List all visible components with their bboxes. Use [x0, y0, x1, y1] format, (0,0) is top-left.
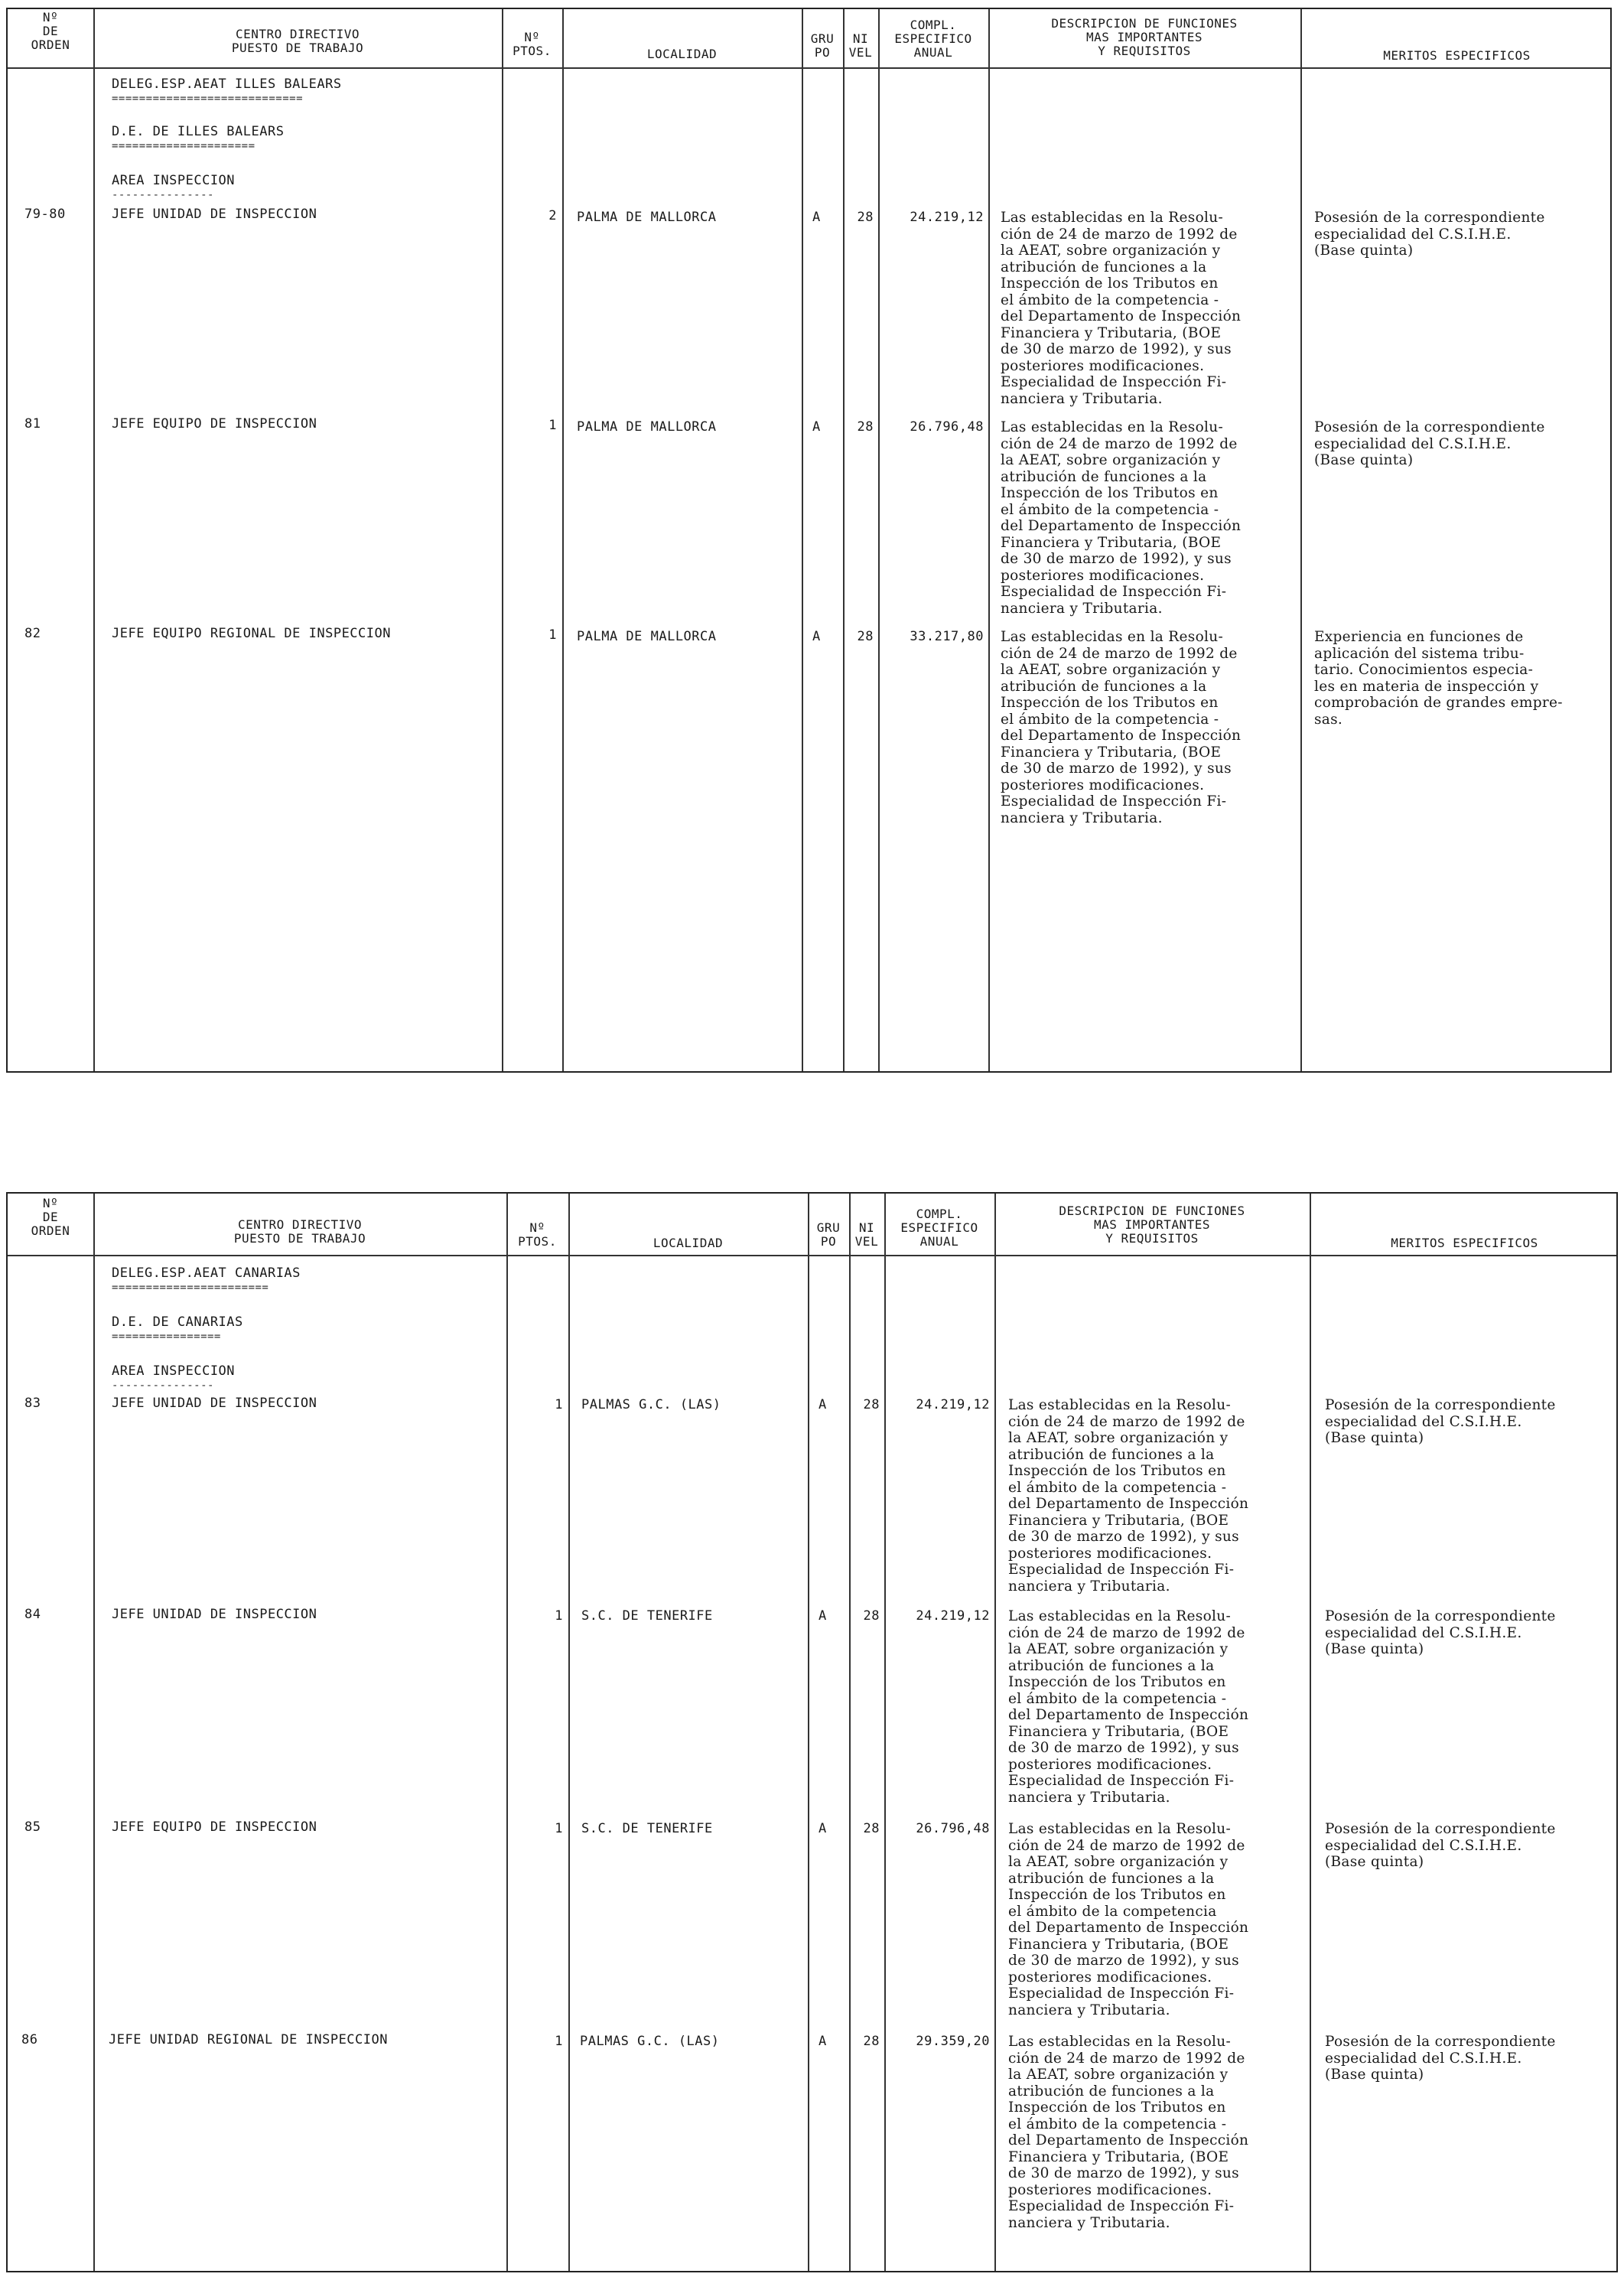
puesto-cell: JEFE UNIDAD REGIONAL DE INSPECCION [109, 2032, 388, 2047]
grupo-cell: A [819, 1397, 827, 1412]
grupo-cell: A [819, 1608, 827, 1624]
descripcion-cell: Las establecidas en la Resolu- ción de 24 de marzo de 1992 de la AEAT, sobre organización y atribución de funciones a la Inspección de los Tributos en el ámbito de la competencia - del Departamento de Inspección Financiera y Tributaria, (BOE de 30 de marzo de 1992), y sus posteriores modificaciones. Especialidad de Inspección Fi- nanciera y Tributaria. [1001, 419, 1242, 617]
compl-cell: 24.219,12 [916, 1397, 990, 1412]
orden-cell: 83 [24, 1396, 41, 1411]
orden-cell: 82 [24, 626, 41, 641]
orden-cell: 79-80 [24, 207, 66, 222]
header-descripcion: DESCRIPCION DE FUNCIONES MAS IMPORTANTES Y REQUISITOS [1051, 16, 1238, 58]
orden-cell: 86 [21, 2032, 38, 2047]
area-label: AREA INSPECCION [112, 173, 236, 188]
delegacion-rule: ============================ [112, 93, 304, 105]
meritos-cell: Posesión de la correspondiente especialidad del C.S.I.H.E. (Base quinta) [1325, 1608, 1556, 1657]
localidad-cell: PALMA DE MALLORCA [577, 210, 717, 225]
localidad-cell: S.C. DE TENERIFE [581, 1608, 713, 1624]
ptos-cell: 1 [555, 1397, 563, 1412]
header-centro: CENTRO DIRECTIVO PUESTO DE TRABAJO [231, 27, 364, 55]
meritos-cell: Posesión de la correspondiente especialidad del C.S.I.H.E. (Base quinta) [1325, 1397, 1556, 1446]
localidad-cell: PALMAS G.C. (LAS) [580, 2034, 720, 2049]
area-label: AREA INSPECCION [112, 1363, 236, 1379]
header-ptos: Nº PTOS. [518, 1220, 557, 1249]
header-meritos: MERITOS ESPECIFICOS [1383, 48, 1531, 63]
compl-cell: 29.359,20 [916, 2034, 990, 2049]
header-descripcion: DESCRIPCION DE FUNCIONES MAS IMPORTANTES Y REQUISITOS [1059, 1204, 1245, 1246]
meritos-cell: Posesión de la correspondiente especialidad del C.S.I.H.E. (Base quinta) [1314, 210, 1545, 259]
delegacion-label: DELEG.ESP.AEAT CANARIAS [112, 1266, 301, 1281]
orden-cell: 85 [24, 1819, 41, 1835]
descripcion-cell: Las establecidas en la Resolu- ción de 24 de marzo de 1992 de la AEAT, sobre organización y atribución de funciones a la Inspección de los Tributos en el ámbito de la competencia - del Departamento de Inspección Financiera y Tributaria, (BOE de 30 de marzo de 1992), y sus posteriores modificaciones. Especialidad de Inspección Fi- nanciera y Tributaria. [1001, 629, 1242, 826]
compl-cell: 33.217,80 [910, 629, 984, 644]
header-nivel: NI VEL [848, 31, 873, 60]
dependencia-rule: ===================== [112, 140, 255, 152]
grupo-cell: A [812, 629, 821, 644]
nivel-cell: 28 [863, 2034, 880, 2049]
nivel-cell: 28 [857, 629, 874, 644]
orden-cell: 81 [24, 416, 41, 432]
compl-cell: 26.796,48 [916, 1821, 990, 1836]
puesto-cell: JEFE EQUIPO REGIONAL DE INSPECCION [112, 626, 391, 641]
dependencia-label: D.E. DE CANARIAS [112, 1314, 243, 1330]
table-illes-balears [6, 8, 1612, 1073]
delegacion-rule: ======================= [112, 1282, 269, 1294]
header-localidad: LOCALIDAD [653, 1236, 724, 1250]
grupo-cell: A [812, 419, 821, 435]
compl-cell: 24.219,12 [910, 210, 984, 225]
header-nivel: NI VEL [854, 1220, 879, 1249]
descripcion-cell: Las establecidas en la Resolu- ción de 24 de marzo de 1992 de la AEAT, sobre organización y atribución de funciones a la Inspección de los Tributos en el ámbito de la competencia - del Departamento de Inspección Financiera y Tributaria, (BOE de 30 de marzo de 1992), y sus posteriores modificaciones. Especialidad de Inspección Fi- nanciera y Tributaria. [1008, 2034, 1249, 2231]
compl-cell: 24.219,12 [916, 1608, 990, 1624]
puesto-cell: JEFE UNIDAD DE INSPECCION [112, 207, 317, 222]
descripcion-cell: Las establecidas en la Resolu- ción de 24 de marzo de 1992 de la AEAT, sobre organización y atribución de funciones a la Inspección de los Tributos en el ámbito de la competencia - del Departamento de Inspección Financiera y Tributaria, (BOE de 30 de marzo de 1992), y sus posteriores modificaciones. Especialidad de Inspección Fi- nanciera y Tributaria. [1008, 1397, 1249, 1595]
header-orden: Nº DE ORDEN [31, 10, 70, 52]
localidad-cell: PALMAS G.C. (LAS) [581, 1397, 721, 1412]
puesto-cell: JEFE EQUIPO DE INSPECCION [112, 416, 317, 432]
descripcion-cell: Las establecidas en la Resolu- ción de 24 de marzo de 1992 de la AEAT, sobre organización y atribución de funciones a la Inspección de los Tributos en el ámbito de la competencia - del Departamento de Inspección Financiera y Tributaria, (BOE de 30 de marzo de 1992), y sus posteriores modificaciones. Especialidad de Inspección Fi- nanciera y Tributaria. [1001, 210, 1242, 407]
nivel-cell: 28 [863, 1821, 880, 1836]
nivel-cell: 28 [863, 1397, 880, 1412]
ptos-cell: 1 [555, 1821, 563, 1836]
meritos-cell: Posesión de la correspondiente especialidad del C.S.I.H.E. (Base quinta) [1314, 419, 1545, 468]
nivel-cell: 28 [857, 210, 874, 225]
header-ptos: Nº PTOS. [513, 30, 552, 58]
ptos-cell: 1 [555, 1608, 563, 1624]
delegacion-label: DELEG.ESP.AEAT ILLES BALEARS [112, 77, 342, 92]
ptos-cell: 1 [555, 2034, 563, 2049]
ptos-cell: 1 [548, 418, 557, 433]
orden-cell: 84 [24, 1607, 41, 1622]
localidad-cell: S.C. DE TENERIFE [581, 1821, 713, 1836]
header-meritos: MERITOS ESPECIFICOS [1391, 1236, 1538, 1250]
header-compl: COMPL. ESPECIFICO ANUAL [894, 18, 972, 60]
meritos-cell: Posesión de la correspondiente especialidad del C.S.I.H.E. (Base quinta) [1325, 1821, 1556, 1870]
compl-cell: 26.796,48 [910, 419, 984, 435]
header-centro: CENTRO DIRECTIVO PUESTO DE TRABAJO [233, 1217, 366, 1246]
header-localidad: LOCALIDAD [646, 47, 718, 61]
localidad-cell: PALMA DE MALLORCA [577, 629, 717, 644]
grupo-cell: A [819, 2034, 827, 2049]
descripcion-cell: Las establecidas en la Resolu- ción de 24 de marzo de 1992 de la AEAT, sobre organización y atribución de funciones a la Inspección de los Tributos en el ámbito de la competencia - del Departamento de Inspección Financiera y Tributaria, (BOE de 30 de marzo de 1992), y sus posteriores modificaciones. Especialidad de Inspección Fi- nanciera y Tributaria. [1008, 1608, 1249, 1806]
header-compl: COMPL. ESPECIFICO ANUAL [900, 1207, 978, 1249]
grupo-cell: A [812, 210, 821, 225]
header-grupo: GRU PO [816, 1220, 841, 1249]
table-canarias [6, 1192, 1618, 2272]
puesto-cell: JEFE EQUIPO DE INSPECCION [112, 1819, 317, 1835]
descripcion-cell: Las establecidas en la Resolu- ción de 24 de marzo de 1992 de la AEAT, sobre organización y atribución de funciones a la Inspección de los Tributos en el ámbito de la competencia del Departamento de Inspección Financiera y Tributaria, (BOE de 30 de marzo de 1992), y sus posteriores modificaciones. Especialidad de Inspección Fi- nanciera y Tributaria. [1008, 1821, 1249, 2018]
nivel-cell: 28 [863, 1608, 880, 1624]
meritos-cell: Posesión de la correspondiente especialidad del C.S.I.H.E. (Base quinta) [1325, 2034, 1556, 2083]
puesto-cell: JEFE UNIDAD DE INSPECCION [112, 1396, 317, 1411]
header-orden: Nº DE ORDEN [31, 1196, 70, 1238]
puesto-cell: JEFE UNIDAD DE INSPECCION [112, 1607, 317, 1622]
ptos-cell: 1 [548, 627, 557, 643]
localidad-cell: PALMA DE MALLORCA [577, 419, 717, 435]
dependencia-label: D.E. DE ILLES BALEARS [112, 124, 285, 139]
grupo-cell: A [819, 1821, 827, 1836]
ptos-cell: 2 [548, 208, 557, 223]
header-grupo: GRU PO [810, 31, 835, 60]
area-rule: --------------- [112, 189, 214, 201]
dependencia-rule: ================ [112, 1331, 221, 1343]
meritos-cell: Experiencia en funciones de aplicación del sistema tribu- tario. Conocimientos especia- les en materia de inspección y comprobación de grandes empre- sas. [1314, 629, 1563, 728]
area-rule: --------------- [112, 1380, 214, 1392]
nivel-cell: 28 [857, 419, 874, 435]
